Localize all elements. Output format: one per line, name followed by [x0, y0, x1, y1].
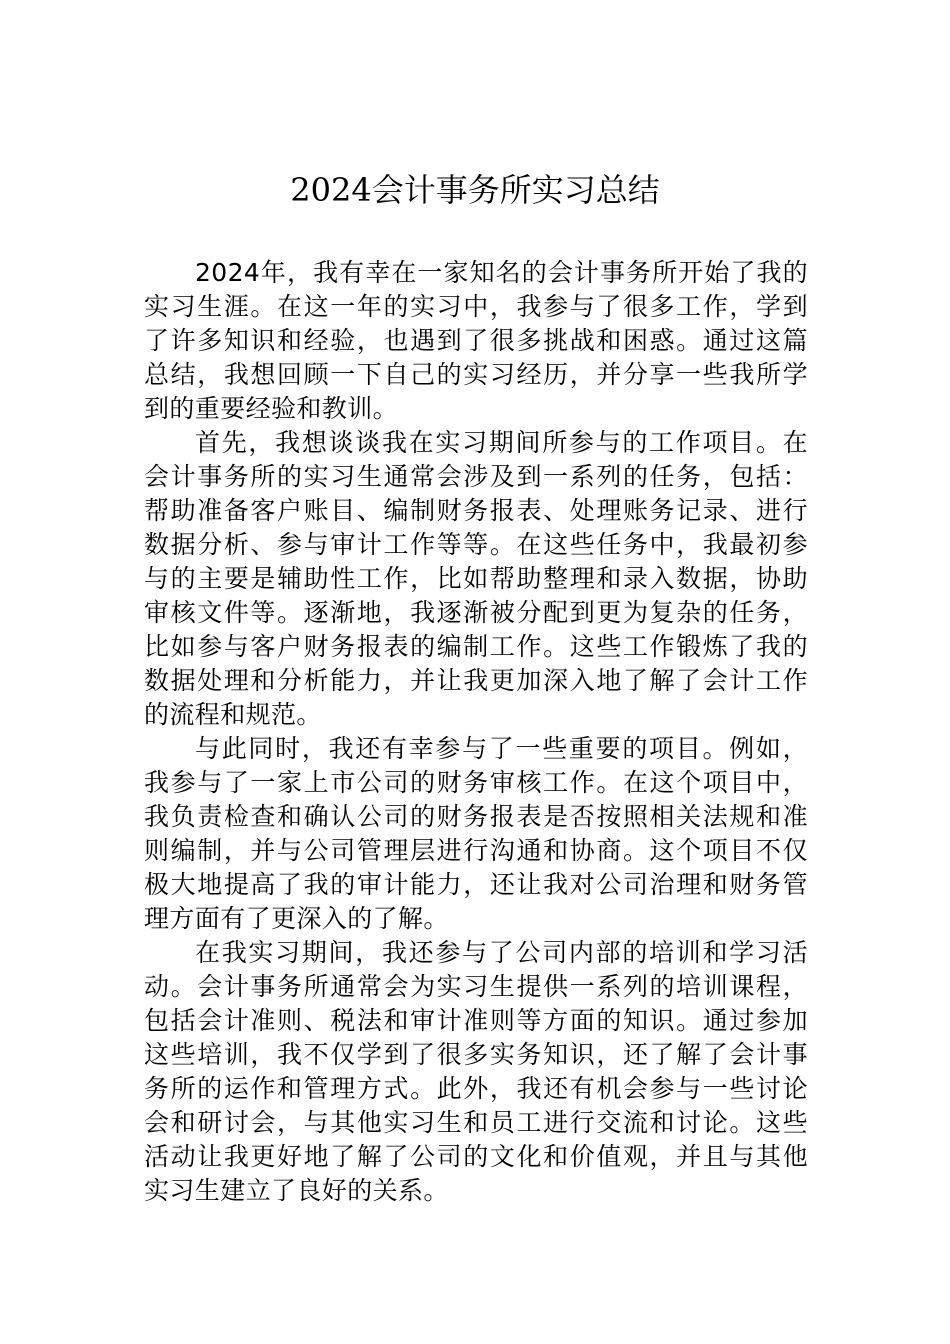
text-line: 审核文件等。逐渐地，我逐渐被分配到更为复杂的任务， [144, 598, 808, 627]
text-line: 了许多知识和经验，也遇到了很多挑战和困惑。通过这篇 [144, 326, 808, 355]
text-line: 务所的运作和管理方式。此外，我还有机会参与一些讨论 [144, 1074, 808, 1103]
text-line: 理方面有了更深入的了解。 [144, 904, 449, 933]
text-line: 2024年，我有幸在一家知名的会计事务所开始了我的 [195, 258, 808, 287]
text-line: 与的主要是辅助性工作，比如帮助整理和录入数据，协助 [144, 564, 808, 593]
text-line: 动。会计事务所通常会为实习生提供一系列的培训课程， [144, 972, 808, 1001]
text-line: 首先，我想谈谈我在实习期间所参与的工作项目。在 [195, 428, 808, 457]
text-line: 包括会计准则、税法和审计准则等方面的知识。通过参加 [144, 1006, 808, 1035]
text-line: 我负责检查和确认公司的财务报表是否按照相关法规和准 [144, 802, 808, 831]
text-line: 则编制，并与公司管理层进行沟通和协商。这个项目不仅 [144, 836, 808, 865]
text-line: 与此同时，我还有幸参与了一些重要的项目。例如， [195, 734, 808, 763]
text-line: 到的重要经验和教训。 [144, 394, 399, 423]
text-line: 会和研讨会，与其他实习生和员工进行交流和讨论。这些 [144, 1108, 808, 1137]
text-line: 这些培训，我不仅学到了很多实务知识，还了解了会计事 [144, 1040, 808, 1069]
text-line: 会计事务所的实习生通常会涉及到一系列的任务，包括： [144, 462, 808, 491]
paragraph [144, 732, 808, 936]
text-line: 数据处理和分析能力，并让我更加深入地了解了会计工作 [144, 666, 808, 695]
text-line: 帮助准备客户账目、编制财务报表、处理账务记录、进行 [144, 496, 808, 525]
text-line: 实习生涯。在这一年的实习中，我参与了很多工作，学到 [144, 292, 808, 321]
paragraph [144, 256, 808, 426]
text-line: 的流程和规范。 [144, 700, 322, 729]
paragraph [144, 426, 808, 732]
paragraph [144, 936, 808, 1208]
text-line: 比如参与客户财务报表的编制工作。这些工作锻炼了我的 [144, 632, 808, 661]
document-title: 2024会计事务所实习总结 [290, 171, 660, 209]
text-line: 数据分析、参与审计工作等等。在这些任务中，我最初参 [144, 530, 808, 559]
text-line: 活动让我更好地了解了公司的文化和价值观，并且与其他 [144, 1142, 808, 1171]
document-body [144, 256, 808, 1208]
text-line: 我参与了一家上市公司的财务审核工作。在这个项目中， [144, 768, 808, 797]
text-line: 实习生建立了良好的关系。 [144, 1176, 449, 1205]
text-line: 总结，我想回顾一下自己的实习经历，并分享一些我所学 [144, 360, 808, 389]
text-line: 在我实习期间，我还参与了公司内部的培训和学习活 [195, 938, 808, 967]
text-line: 极大地提高了我的审计能力，还让我对公司治理和财务管 [144, 870, 808, 899]
